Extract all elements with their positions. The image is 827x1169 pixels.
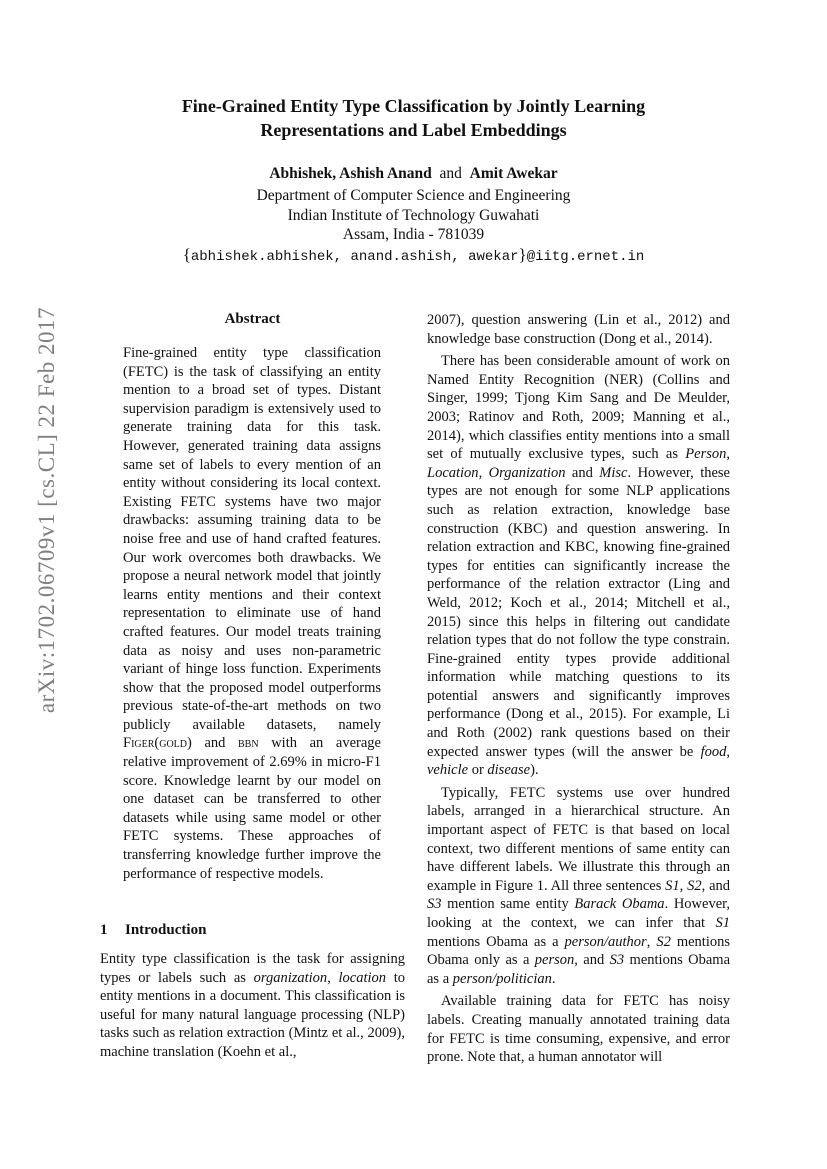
author-emails <box>100 245 727 267</box>
intro-text-1: Entity type classification is the task for assigning types or labels such as <box>100 951 405 986</box>
sentence-s1-ref: S1 <box>715 915 730 931</box>
type-location: Location <box>427 464 479 481</box>
email-close-brace: } <box>518 245 527 264</box>
affiliation-address: Assam, India - 781039 <box>342 226 485 243</box>
fetc-text-2: mention same entity <box>441 896 575 913</box>
arxiv-identifier: arXiv:1702.06709v1 [cs.CL] 22 Feb 2017 <box>34 306 59 714</box>
section-title: Introduction <box>125 922 207 938</box>
section-heading-introduction <box>100 922 206 939</box>
ner-sep-5: or <box>468 762 488 779</box>
abstract-heading: Abstract <box>224 311 281 327</box>
author-list <box>120 164 707 183</box>
email-domain: @iitg.ernet.in <box>526 249 645 265</box>
fetc-text-3: . However, looking at the context, we can infer that <box>427 896 731 931</box>
paragraph-fetc <box>427 784 730 989</box>
abstract-text-3: with an average relative improvement of 2.69% in micro-F1 score. Knowledge learnt by our model on one dataset can be transferred to other datasets while using same model or other FETC systems. These approaches of transferring knowledge further improve the performance of respective models. <box>123 735 381 882</box>
answer-food: food <box>700 743 727 760</box>
sentence-s3-ref: S3 <box>609 952 625 969</box>
affiliation-department: Department of Computer Science and Engineering <box>256 187 571 204</box>
fetc-text-1: Typically, FETC systems use over hundred labels, arranged in a hierarchical structure. An important aspect of FETC is that based on local context, two different mentions of same entity can have different labels. We illustrate this through an example in Figure 1. All three sentences <box>427 784 730 894</box>
ner-text-2: . However, these types are not enough for some NLP applications such as relation extraction, knowledge base construction (KBC) and question answering. In relation extraction and KBC, knowing fine-grained types for entities can significantly increase the performance of the relation extractor (Ling and Weld, 2012; Koch et al., 2014; Mitchell et al., 2015) since this helps in filtering out candidate relation types that do not follow the type constrain. Fine-grained entity types provide additional information while matching questions to its potential answers and significantly improves performance (Dong et al., 2015). For example, Li and Roth (2002) rank questions based on their expected answer types (will the answer be <box>427 464 730 760</box>
sentence-s2-ref: S2 <box>656 933 671 950</box>
abstract-body <box>123 344 381 883</box>
ner-text-1: There has been considerable amount of work on Named Entity Recognition (NER) (Collins and Singer, 1999; Tjong Kim Sang and De Meulder, 2003; Ratinov and Roth, 2009; Manning et al., 2014), which classifies entity mentions into a small set of mutually exclusive types, such as <box>427 353 730 463</box>
dataset-figer: Figer(gold) <box>123 735 192 752</box>
author-names-1: Abhishek, Ashish Anand <box>269 165 432 182</box>
author-conjunction: and <box>439 165 462 182</box>
abstract-text-2: and <box>191 735 239 752</box>
sentence-s2: S2 <box>687 877 702 894</box>
fetc-sep-4: , and <box>574 952 610 969</box>
paragraph-ner <box>427 352 730 780</box>
email-open-brace: { <box>182 245 191 264</box>
ner-text-3: ). <box>530 762 539 779</box>
ner-sep-3: and <box>565 464 600 481</box>
email-usernames: abhishek.abhishek, anand.ashish, awekar <box>190 249 519 265</box>
right-column <box>427 311 730 1067</box>
type-person: Person <box>685 446 727 463</box>
title-line-2: Representations and Label Embeddings <box>260 120 567 140</box>
abstract-text-1: Fine-grained entity type classification (FETC) is the task of classifying an entity mention to a broad set of types. Distant supervision paradigm is extensively used to generate training data for this task. However, generated training data assigns same set of labels to every mention of an entity without considering its local context. Existing FETC systems have two major drawbacks: assuming training data to be noise free and use of hand crafted features. Our work overcomes both drawbacks. We propose a neural network model that jointly learns entity mentions and their context representation to eliminate use of hand crafted features. Our model treats training data as noisy and uses non-parametric variant of hinge loss function. Experiments show that the proposed model outperforms previous state-of-the-art methods on two publicly available datasets, namely <box>123 345 381 733</box>
intro-text-3: to entity mentions in a document. This classification is useful for many natural language processing (NLP) tasks such as relation extraction (Mintz et al., 2009), machine translation (Koehn et al., <box>100 969 405 1060</box>
answer-vehicle: vehicle <box>427 762 469 779</box>
fetc-sep-1: , <box>679 877 688 894</box>
title-line-1: Fine-Grained Entity Type Classification by Jointly Learning <box>181 96 646 116</box>
section-number: 1 <box>100 922 108 938</box>
introduction-body <box>100 950 405 1062</box>
intro-text-2: , <box>327 969 339 986</box>
entity-barack-obama: Barack Obama <box>574 896 665 913</box>
paragraph-training-data: Available training data for FETC has noisy labels. Creating manually annotated training data for FETC is time consuming, expensive, and error prone. Note that, a human annotator will <box>427 993 730 1066</box>
affiliation <box>120 186 707 245</box>
sentence-s1: S1 <box>665 877 680 894</box>
ner-sep-4: , <box>726 743 730 760</box>
ner-sep-2: , <box>478 464 489 481</box>
intro-emph-location: location <box>338 969 387 986</box>
fetc-text-4: mentions Obama as a <box>427 933 565 950</box>
dataset-bbn: bbn <box>238 735 259 752</box>
ner-sep-1: , <box>726 446 730 463</box>
author-names-2: Amit Awekar <box>469 165 558 182</box>
paragraph-continued: 2007), question answering (Lin et al., 2012) and knowledge base construction (Dong et al., 2014). <box>427 312 730 347</box>
fetc-text-7: . <box>551 970 556 987</box>
label-person-politician: person/politician <box>452 970 552 987</box>
answer-disease: disease <box>487 762 531 779</box>
type-misc: Misc <box>599 464 628 481</box>
fetc-sep-3: , <box>646 933 657 950</box>
label-person: person <box>534 952 575 969</box>
fetc-text-6: mentions Obama as a <box>427 952 731 987</box>
intro-emph-organization: organization <box>253 969 328 986</box>
affiliation-institute: Indian Institute of Technology Guwahati <box>287 206 540 224</box>
fetc-sep-2: , and <box>701 877 731 894</box>
sentence-s3: S3 <box>427 896 442 913</box>
paper-title <box>120 94 707 142</box>
type-organization: Organization <box>488 464 566 481</box>
label-person-author: person/author <box>564 933 647 950</box>
fetc-text-5: mentions Obama only as a <box>427 933 730 969</box>
